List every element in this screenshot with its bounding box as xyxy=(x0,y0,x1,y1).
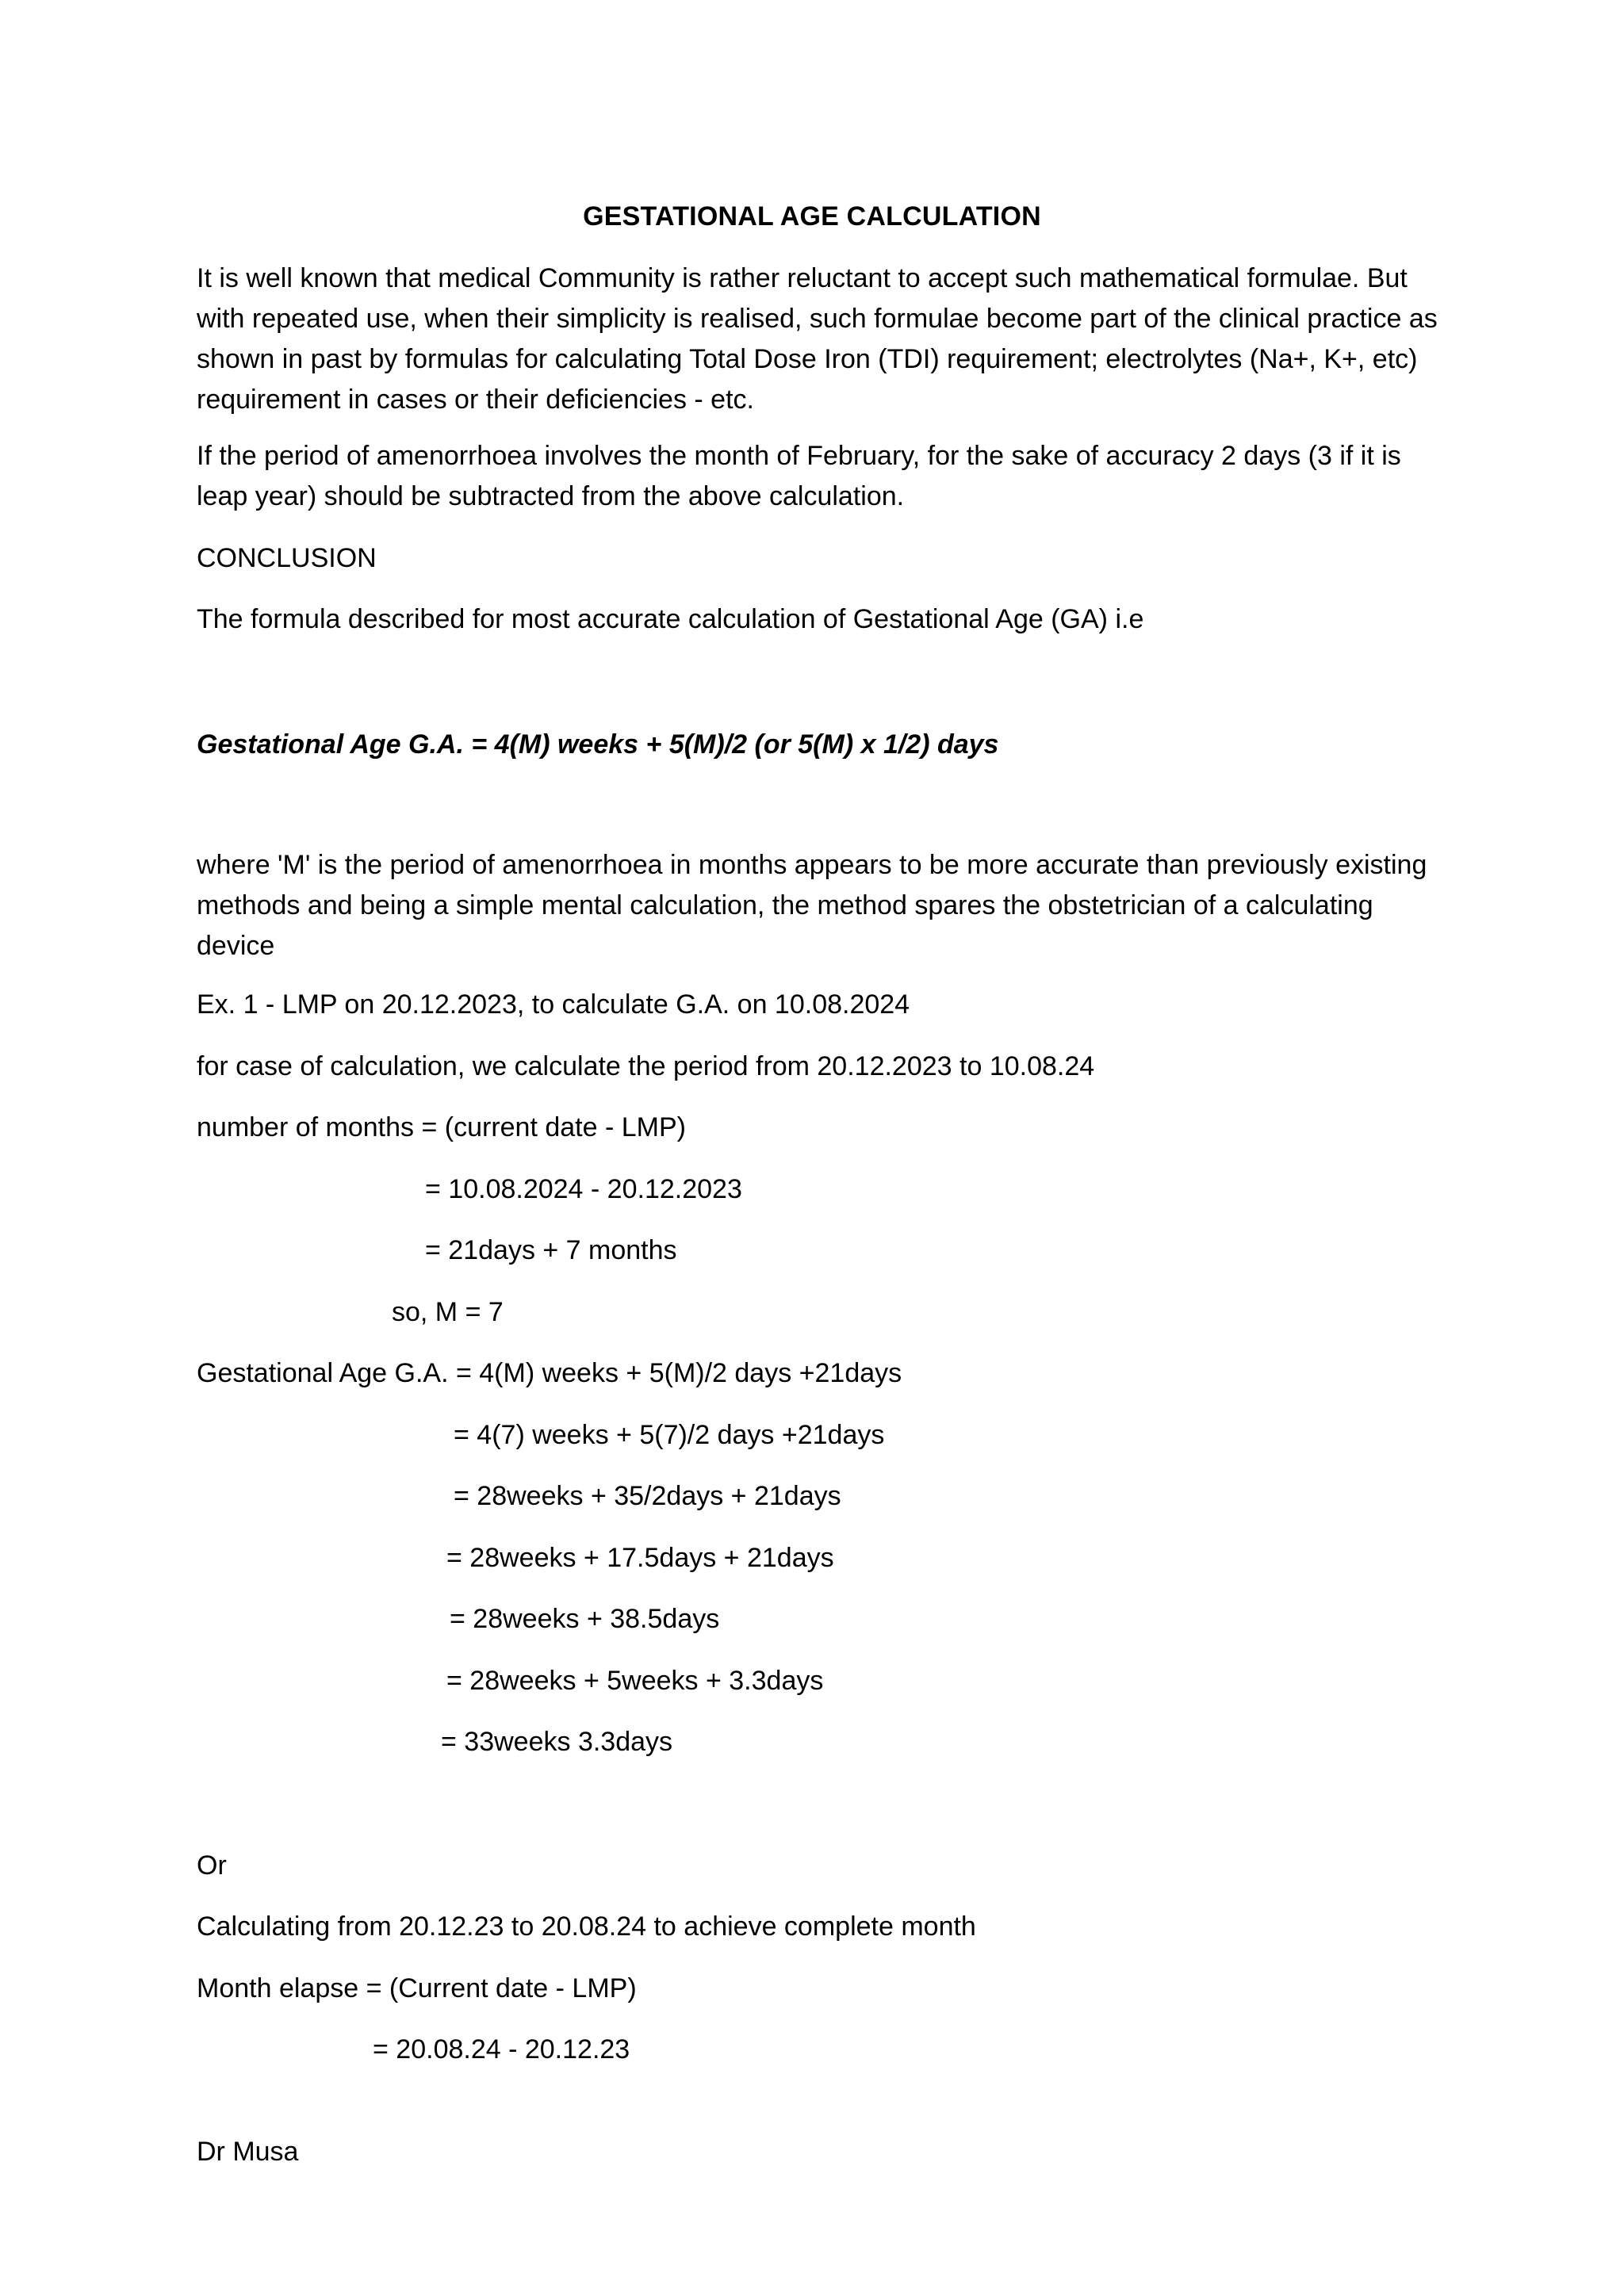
ga-step-5: = 28weeks + 5weeks + 3.3days xyxy=(446,1666,824,1696)
ga-step-6: = 33weeks 3.3days xyxy=(441,1727,673,1757)
alternative-calc-line: Calculating from 20.12.23 to 20.08.24 to achieve complete month xyxy=(197,1911,976,1942)
ga-formula-line: Gestational Age G.A. = 4(M) weeks + 5(M)/2 days +21days xyxy=(197,1358,902,1388)
month-elapse-line: Month elapse = (Current date - LMP) xyxy=(197,1973,637,2003)
where-paragraph: where 'M' is the period of amenorrhoea in months appears to be more accurate than previously existing methods and being a simple mental calculation, the method spares the obstetrician of a calculating device xyxy=(197,850,1427,961)
february-paragraph: If the period of amenorrhoea involves the month of February, for the sake of accuracy 2 days (3 if it is leap year) should be subtracted from the above calculation. xyxy=(197,441,1401,511)
example-case-line: for case of calculation, we calculate the period from 20.12.2023 to 10.08.24 xyxy=(197,1051,1095,1081)
intro-paragraph: It is well known that medical Community is rather reluctant to accept such mathematical formulae. But with repeated use, when their simplicity is realised, such formulae become part of the clinical practice as shown in past by formulas for calculating Total Dose Iron (TDI) requirement; electrolytes (Na+, K+, etc) requirement in cases or their deficiencies - etc. xyxy=(197,263,1438,415)
conclusion-heading: CONCLUSION xyxy=(197,543,377,573)
conclusion-text: The formula described for most accurate calculation of Gestational Age (GA) i.e xyxy=(197,604,1144,634)
ga-step-1: = 4(7) weeks + 5(7)/2 days +21days xyxy=(454,1420,885,1450)
signature: Dr Musa xyxy=(197,2137,299,2167)
months-line: number of months = (current date - LMP) xyxy=(197,1112,686,1142)
document-title: GESTATIONAL AGE CALCULATION xyxy=(583,201,1041,232)
example-heading: Ex. 1 - LMP on 20.12.2023, to calculate G.A. on 10.08.2024 xyxy=(197,989,910,1020)
ga-step-3: = 28weeks + 17.5days + 21days xyxy=(446,1543,834,1573)
months-step-1: = 10.08.2024 - 20.12.2023 xyxy=(425,1174,742,1204)
months-step-2: = 21days + 7 months xyxy=(425,1235,677,1265)
formula-line: Gestational Age G.A. = 4(M) weeks + 5(M)/2 (or 5(M) x 1/2) days xyxy=(197,729,999,760)
or-line: Or xyxy=(197,1850,227,1881)
m-value-line: so, M = 7 xyxy=(392,1297,504,1327)
ga-step-2: = 28weeks + 35/2days + 21days xyxy=(454,1481,841,1511)
ga-step-4: = 28weeks + 38.5days xyxy=(450,1604,720,1634)
month-elapse-step: = 20.08.24 - 20.12.23 xyxy=(373,2034,630,2064)
